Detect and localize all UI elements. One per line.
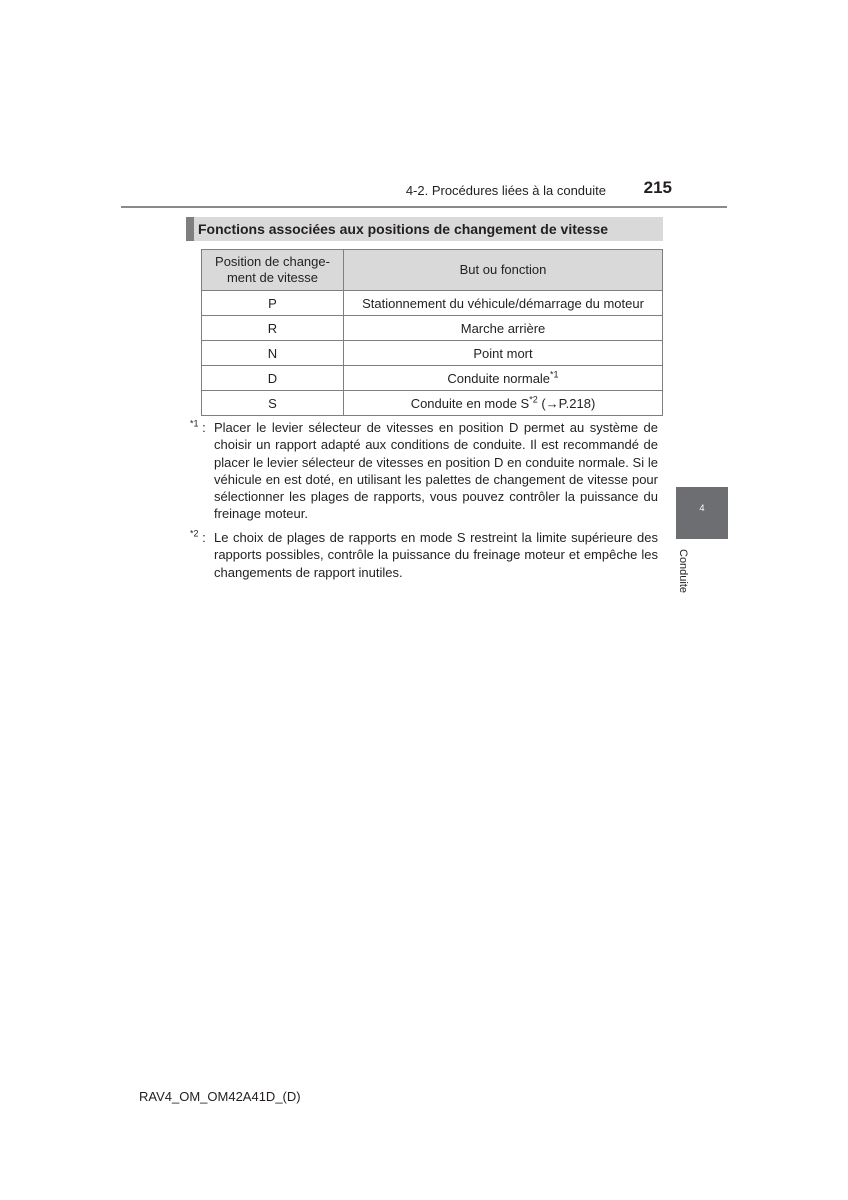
chapter-label: Conduite [677, 549, 689, 594]
column-header-position-line1: Position de change- [215, 254, 330, 269]
section-title: Fonctions associées aux positions de changement de vitesse [186, 217, 663, 241]
table-row [202, 391, 663, 416]
page-number: 215 [643, 178, 672, 197]
gear-function: Point mort [344, 341, 663, 366]
footnote-text: Placer le levier sélecteur de vitesses en position D permet au système de choisir un rapport adapté aux conditions de conduite. Il est recommandé de placer le levier sélecteur de vitesses en position D en conduite normale. Si le véhicule en est doté, en utilisant les palettes de changement de vitesse pour sélectionner les plages de rapports, vous pouvez contrôler la puissance du freinage moteur. [214, 420, 658, 522]
footnote-text: Le choix de plages de rapports en mode S restreint la limite supérieure des rapports possibles, contrôle la puissance du freinage moteur et empêche les changements de rapport inutiles. [214, 530, 658, 580]
table-row [202, 316, 663, 341]
column-header-function: But ou fonction [344, 250, 663, 291]
gear-position: S [202, 391, 344, 416]
gear-function: Conduite normale$^{*1}$ [344, 366, 663, 391]
document-code: RAV4_OM_OM42A41D_(D) [139, 1089, 301, 1104]
table-row [202, 366, 663, 391]
table-header-row [202, 250, 663, 291]
column-header-position [202, 250, 344, 291]
footnote-marker: *2 [190, 528, 199, 539]
footnote-2: $^{*2}$ : Le choix de plages de rapports en mode S restreint la limite supérieure des rapports possibles, contrôle la puissance du freinage moteur et empêche les changements de rapport inutiles. [190, 528, 658, 580]
gear-position: N [202, 341, 344, 366]
chapter-number: 4 [699, 503, 705, 513]
gear-function: Marche arrière [344, 316, 663, 341]
footnote-ref: *1 [550, 369, 559, 380]
gear-table [201, 249, 663, 416]
page-reference-link[interactable]: (→P.218) [537, 395, 596, 411]
header-section: 4-2. Procédures liées à la conduite [405, 183, 606, 198]
gear-function: Stationnement du véhicule/démarrage du moteur [344, 291, 663, 316]
table-row [202, 341, 663, 366]
footnote-ref: *2 [529, 394, 538, 405]
table-row [202, 291, 663, 316]
gear-function: Conduite en mode $S^{*2}$ (→P.218) [344, 391, 663, 416]
gear-position: R [202, 316, 344, 341]
gear-position: P [202, 291, 344, 316]
footnote-marker: *1 [190, 418, 199, 429]
column-header-position-line2: ment de vitesse [226, 270, 319, 285]
chapter-tab[interactable] [676, 487, 728, 539]
footnote-1: $^{*1}$ : Placer le levier sélecteur de vitesses en position D permet au système de choisir un rapport adapté aux conditions de conduite. Il est recommandé de placer le levier sélecteur de vitesses en position D en conduite normale. Si le véhicule en est doté, en utilisant les palettes de changement de vitesse pour sélectionner les plages de rapports, vous pouvez contrôler la puissance du freinage moteur. [190, 418, 658, 522]
header-rule [121, 206, 727, 208]
gear-position: D [202, 366, 344, 391]
